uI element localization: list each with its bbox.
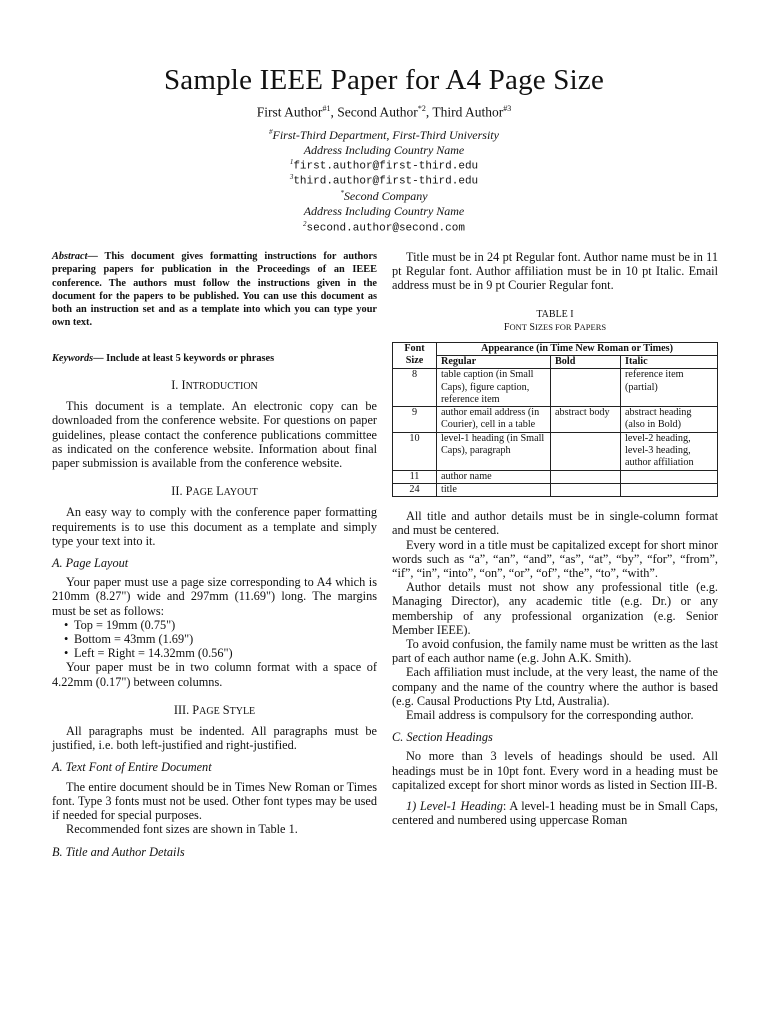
abstract-text: This document gives formatting instructions for authors preparing papers for publication in the Proceedings of an IEEE conference. The authors must follow the instructions given in the document for the papers to be published. You can use this document as both an instruction set and as a template into which you can type your own text. bbox=[52, 251, 377, 329]
table-cell bbox=[621, 470, 718, 483]
paragraph: Your paper must use a page size corresponding to A4 which is 210mm (8.27") wide and 297mm (11.69") long. The margins must be set as follows: bbox=[52, 575, 377, 618]
section-number: II. bbox=[171, 484, 183, 499]
table-number: TABLE I bbox=[536, 308, 574, 320]
keywords-label: Keywords bbox=[52, 352, 94, 364]
table-cell bbox=[551, 470, 621, 483]
list-item: • Top = 19mm (0.75") bbox=[52, 618, 377, 632]
table-cell: level-2 heading, level-3 heading, author affiliation bbox=[621, 432, 718, 470]
paragraph: All title and author details must be in single-column format and must be centered. bbox=[392, 509, 718, 538]
margin-list bbox=[52, 618, 377, 661]
table-row bbox=[393, 470, 718, 483]
heading-initial: P bbox=[185, 484, 193, 499]
abstract-dash: — bbox=[87, 251, 105, 262]
table-cell bbox=[551, 432, 621, 470]
affiliation-1 bbox=[0, 128, 768, 143]
table-row bbox=[393, 407, 718, 433]
heading-rest: TYLE bbox=[229, 705, 256, 717]
table-cell: title bbox=[437, 483, 551, 496]
keywords bbox=[52, 352, 377, 366]
affiliation-2-address: Address Including Country Name bbox=[303, 204, 465, 218]
heading-initial: P bbox=[192, 702, 200, 717]
caption-initial: P bbox=[574, 321, 580, 333]
section-heading-page-layout bbox=[52, 484, 377, 500]
paragraph: All paragraphs must be indented. All paragraphs must be justified, i.e. both left-justified and right-justified. bbox=[52, 724, 377, 753]
paragraph: Author details must not show any professional title (e.g. Managing Director), any academic title (e.g. Dr.) or any membership of any professional organization (e.g. Senior Member IEEE). bbox=[392, 580, 718, 637]
list-item: • Bottom = 43mm (1.69") bbox=[52, 632, 377, 646]
paragraph: The entire document should be in Times New Roman or Times font. Type 3 fonts must not be used. Other font types may be used if needed for special purposes. bbox=[52, 779, 377, 823]
affiliation-dept: First-Third Department, First-Third University bbox=[272, 128, 499, 142]
table-cell: reference item (partial) bbox=[621, 369, 718, 407]
paper-title: Sample IEEE Paper for A4 Page Size bbox=[163, 64, 605, 96]
heading-initial: L bbox=[216, 484, 224, 499]
table-cell: abstract heading (also in Bold) bbox=[621, 407, 718, 433]
table-cell: 9 bbox=[393, 407, 437, 433]
table-cell: 10 bbox=[393, 432, 437, 470]
table-cell bbox=[551, 369, 621, 407]
table-row bbox=[393, 432, 718, 470]
level-1-heading-text: : A level-1 heading must be in Small Caps, centered and numbered using uppercase Roman bbox=[392, 799, 718, 828]
affiliation-mark: * bbox=[340, 189, 344, 197]
caption-rest: ONT bbox=[509, 321, 527, 332]
subsection-heading: A. Text Font of Entire Document bbox=[52, 760, 212, 775]
keywords-dash: — bbox=[93, 352, 107, 364]
heading-rest: NTRODUCTION bbox=[185, 380, 258, 392]
heading-rest: AGE bbox=[192, 487, 214, 499]
heading-initial: I bbox=[181, 377, 186, 392]
table-caption bbox=[392, 309, 718, 334]
table-cell: author email address (in Courier), cell in a table bbox=[437, 407, 551, 433]
caption-rest: IZES FOR bbox=[534, 321, 572, 332]
paragraph: Your paper must be in two column format with a space of 4.22mm (0.17") between columns. bbox=[52, 660, 377, 689]
paragraph: Each affiliation must include, at the very least, the name of the company and the name of the country where the author is based (e.g. Causal Productions Pty Ltd, Australia). bbox=[392, 665, 718, 708]
email-address: second.author@second.com bbox=[306, 222, 465, 235]
paragraph: Every word in a title must be capitalized except for short minor words such as “a”, “an”, “and”, “as”, “at”, “by”, “for”, “from”, “if”, “in”, “into”, “on”, “or”, “of”, “the”, “to”, “with”. bbox=[392, 537, 718, 580]
table-title bbox=[392, 321, 718, 334]
table-cell: 8 bbox=[393, 369, 437, 407]
table-cell: level-1 heading (in Small Caps), paragraph bbox=[437, 432, 551, 470]
affiliation-company: Second Company bbox=[343, 189, 428, 203]
font-sizes-table bbox=[392, 342, 718, 498]
paragraph: This document is a template. An electronic copy can be downloaded from the conference website. For questions on paper guidelines, please contact the conference publications committee as indicated on the conference website. Information about final paper submission is available from the conference website. bbox=[52, 399, 377, 470]
paragraph: No more than 3 levels of headings should be used. All headings must be in 10pt font. Every word in a heading must be capitalized except for short minor words as listed in Section III-B. bbox=[392, 749, 718, 792]
left-column bbox=[52, 250, 377, 865]
paragraph: Recommended font sizes are shown in Table 1. bbox=[66, 822, 298, 837]
author-mark: #1 bbox=[322, 104, 331, 113]
table-cell: 11 bbox=[393, 470, 437, 483]
email-1 bbox=[0, 158, 768, 173]
table-cell: table caption (in Small Caps), figure caption, reference item bbox=[437, 369, 551, 407]
table-header-cell: Regular bbox=[437, 355, 551, 368]
subsection-heading: B. Title and Author Details bbox=[52, 845, 185, 860]
affiliation-1-address: Address Including Country Name bbox=[303, 143, 465, 157]
email-mark: 1 bbox=[289, 158, 294, 166]
caption-initial: S bbox=[529, 321, 535, 333]
author-name: Second Author bbox=[337, 104, 418, 120]
author-name: First Author bbox=[256, 104, 323, 120]
table-header-cell: Bold bbox=[551, 355, 621, 368]
email-2 bbox=[0, 220, 768, 235]
paragraph: Title must be in 24 pt Regular font. Author name must be in 11 pt Regular font. Author affiliation must be in 10 pt Italic. Email address must be in 9 pt Courier Regular font. bbox=[392, 250, 718, 293]
paragraph: To avoid confusion, the family name must be written as the last part of each author name (e.g. John A.K. Smith). bbox=[392, 637, 718, 666]
table-cell: 24 bbox=[393, 483, 437, 496]
email-mark: 3 bbox=[289, 173, 294, 181]
table-header-cell: Italic bbox=[621, 355, 718, 368]
author-mark: #3 bbox=[503, 104, 512, 113]
email-address: first.author@first-third.edu bbox=[293, 160, 479, 173]
subsection-heading: C. Section Headings bbox=[392, 730, 493, 745]
table-header-row bbox=[393, 342, 718, 355]
caption-rest: APERS bbox=[579, 321, 607, 332]
table-header-row bbox=[393, 355, 718, 368]
keywords-text: Include at least 5 keywords or phrases bbox=[106, 352, 275, 364]
table-row bbox=[393, 369, 718, 407]
table-cell bbox=[621, 483, 718, 496]
email-mark: 2 bbox=[303, 220, 307, 228]
table-header-cell: Font Size bbox=[393, 342, 437, 369]
section-heading-page-style bbox=[52, 703, 377, 719]
affiliation-mark: # bbox=[269, 128, 273, 136]
caption-initial: F bbox=[503, 321, 510, 333]
paragraph bbox=[392, 799, 718, 827]
author-name: Third Author bbox=[432, 104, 504, 120]
table-header-cell: Appearance (in Time New Roman or Times) bbox=[437, 342, 718, 355]
author-mark: *2 bbox=[417, 104, 426, 113]
section-number: I. bbox=[171, 377, 179, 392]
table-cell bbox=[551, 483, 621, 496]
list-item: • Left = Right = 14.32mm (0.56") bbox=[52, 646, 377, 660]
abstract bbox=[52, 250, 377, 330]
right-column bbox=[392, 250, 718, 827]
paragraph: Email address is compulsory for the corresponding author. bbox=[406, 708, 694, 723]
email-3 bbox=[0, 173, 768, 188]
abstract-label: Abstract bbox=[52, 251, 88, 262]
heading-rest: AYOUT bbox=[223, 487, 258, 499]
heading-rest: AGE bbox=[199, 705, 220, 717]
table-row bbox=[393, 483, 718, 496]
table-cell: author name bbox=[437, 470, 551, 483]
email-address: third.author@first-third.edu bbox=[293, 175, 479, 188]
affiliation-2 bbox=[0, 189, 768, 204]
heading-initial: S bbox=[222, 702, 230, 717]
subsection-heading: A. Page Layout bbox=[52, 556, 129, 571]
table-cell: abstract body bbox=[551, 407, 621, 433]
level-1-heading-label: 1) Level-1 Heading bbox=[406, 799, 503, 814]
paragraph: An easy way to comply with the conference paper formatting requirements is to use this document as a template and simply type your text into it. bbox=[52, 505, 377, 548]
section-number: III. bbox=[173, 702, 190, 717]
author-line: First Author$^{\#1}$, Second Author$^{*2}$, Third Author$^{\#3}$ bbox=[256, 104, 512, 120]
section-heading-introduction bbox=[52, 378, 377, 394]
